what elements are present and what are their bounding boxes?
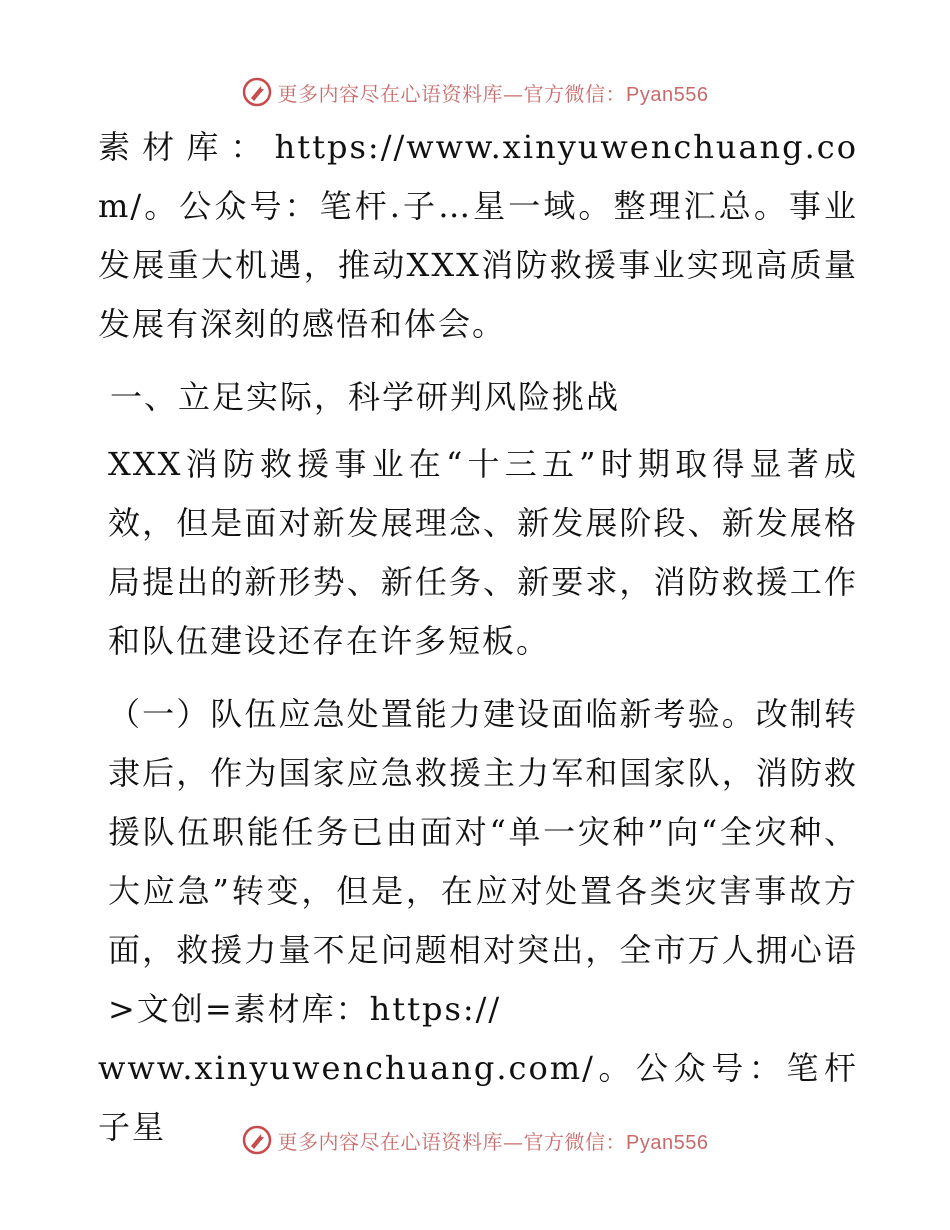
pen-nib-logo-icon	[242, 77, 272, 107]
document-body	[98, 118, 858, 1157]
watermark-brand: 更多内容尽在心语资料库	[277, 81, 504, 106]
header-watermark-banner	[0, 72, 950, 112]
watermark-separator: —	[503, 81, 524, 106]
section-paragraph: XXX消防救援事业在“十三五”时期取得显著成效，但是面对新发展理念、新发展阶段、新发展格局提出的新形势、新任务、新要求，消防救援工作和队伍建设还存在许多短板。	[108, 445, 858, 660]
watermark-text	[278, 78, 709, 107]
closing-line: www.xinyuwenchuang.com/。公众号：笔杆子星	[98, 1049, 858, 1146]
watermark-contact: 官方微信：Pyan556	[523, 83, 709, 106]
subsection-paragraph: （一）队伍应急处置能力建设面临新考验。改制转隶后，作为国家应急救援主力军和国家队，消防救援队伍职能任务已由面对“单一灾种”向“全灾种、大应急”转变，但是，在应对处置各类灾害事故方面，救援力量不足问题相对突出，全市万人拥心语>文创=素材库：https://	[108, 695, 858, 1028]
footer-watermark-banner	[0, 1120, 950, 1160]
watermark-separator: —	[503, 1129, 524, 1154]
watermark-text	[278, 1126, 709, 1155]
intro-paragraph: 素材库：https://www.xinyuwenchuang.com/。公众号：笔杆.子…星一域。整理汇总。事业发展重大机遇，推动XXX消防救援事业实现高质量发展有深刻的感悟和体会。	[98, 128, 858, 343]
pen-nib-logo-icon	[242, 1125, 272, 1155]
section-heading: 一、立足实际，科学研判风险挑战	[110, 378, 621, 416]
watermark-brand: 更多内容尽在心语资料库	[277, 1129, 504, 1154]
watermark-contact: 官方微信：Pyan556	[523, 1131, 709, 1154]
